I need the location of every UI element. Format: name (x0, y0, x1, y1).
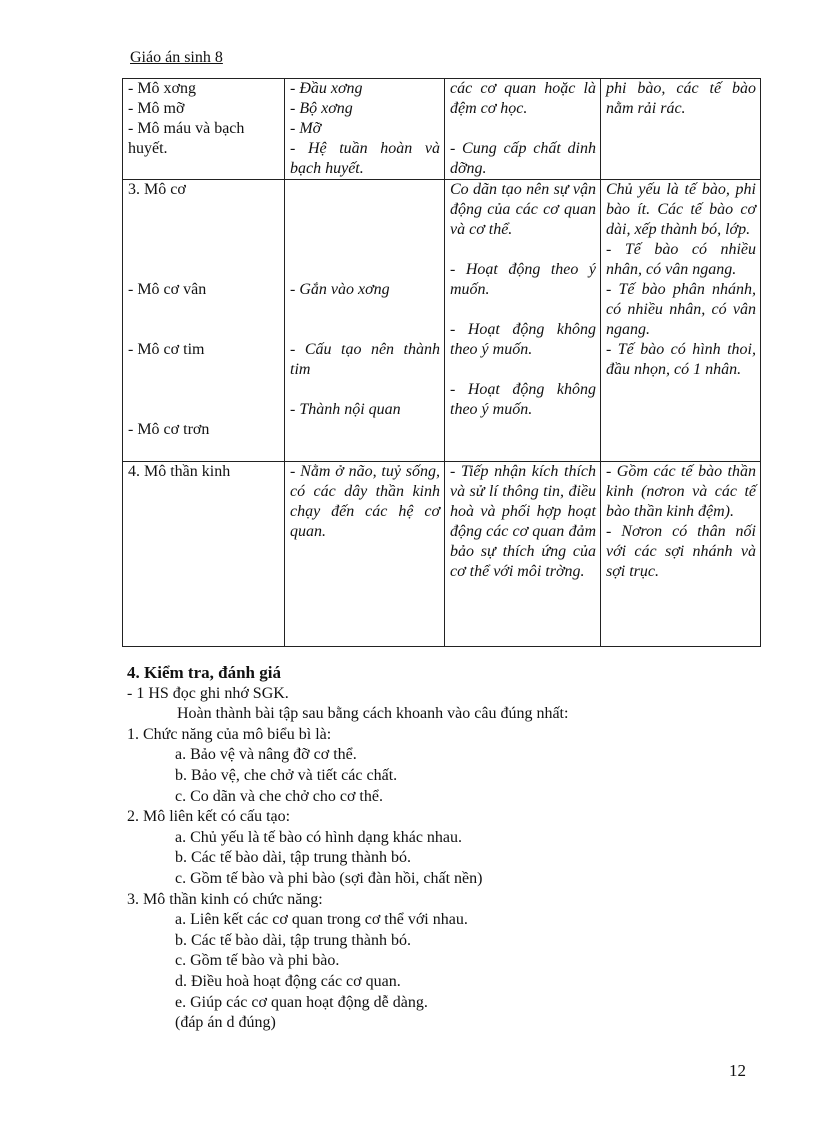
cell-functions (445, 180, 601, 462)
location: - Nằm ở não, tuỷ sống, có các dây thần kinh chạy đến các hệ cơ quan. (290, 463, 440, 540)
option: c. Gồm tế bào và phi bào (sợi đàn hồi, chất nền) (175, 869, 483, 887)
tissue-title: 4. Mô thần kinh (128, 463, 231, 480)
cell-functions (445, 462, 601, 647)
location: - Mỡ (290, 120, 322, 137)
option: a. Chủ yếu là tế bào có hình dạng khác nhau. (175, 828, 463, 846)
location: - Cấu tạo nên thành tim (290, 341, 440, 378)
option: e. Giúp các cơ quan hoạt động dễ dàng. (175, 993, 428, 1011)
cell-tissue-names (123, 462, 285, 647)
function: - Tiếp nhận kích thích và sử lí thông tin, điều hoà và phối hợp hoạt động các cơ quan đảm bảo sự thích ứng của cơ thể với môi trờng. (450, 463, 596, 580)
function: - Hoạt động không theo ý muốn. (450, 321, 596, 358)
tissue-name: - Mô cơ trơn (128, 421, 210, 438)
location: - Gắn vào xơng (290, 281, 390, 298)
quiz-line: - 1 HS đọc ghi nhớ SGK. (127, 684, 289, 702)
cell-structure (601, 462, 761, 647)
structure: - Gồm các tế bào thần kinh (nơron và các tế bào thần kinh đệm). (606, 463, 756, 520)
option: d. Điều hoà hoạt động các cơ quan. (175, 972, 401, 990)
function: - Hoạt động không theo ý muốn. (450, 381, 596, 418)
structure: - Nơron có thân nối với các sợi nhánh và sợi trục. (606, 523, 756, 580)
cell-structure (601, 180, 761, 462)
section-title: 4. Kiểm tra, đánh giá (127, 663, 281, 682)
cell-locations (285, 79, 445, 180)
option: c. Gồm tế bào và phi bào. (175, 952, 340, 970)
tissue-name: - Mô cơ vân (128, 281, 207, 298)
cell-functions (445, 79, 601, 180)
option: c. Co dãn và che chở cho cơ thể. (175, 787, 383, 805)
table-row-muscle (123, 180, 761, 462)
option: b. Bảo vệ, che chở và tiết các chất. (175, 766, 398, 784)
cell-tissue-names (123, 79, 285, 180)
cell-structure (601, 79, 761, 180)
structure: Chủ yếu là tế bào, phi bào ít. Các tế bào cơ dài, xếp thành bó, lớp. (606, 181, 756, 238)
cell-tissue-names (123, 180, 285, 462)
option: b. Các tế bào dài, tập trung thành bó. (175, 849, 411, 867)
tissue-title: 3. Mô cơ (128, 181, 186, 198)
tissue-name: - Mô cơ tim (128, 341, 205, 358)
location: - Bộ xơng (290, 100, 353, 117)
location: - Đầu xơng (290, 80, 363, 97)
answer-note: (đáp án d đúng) (175, 1014, 276, 1032)
question: 3. Mô thần kinh có chức năng: (127, 890, 323, 908)
question: 1. Chức năng của mô biểu bì là: (127, 725, 332, 743)
table-row-connective (123, 79, 761, 180)
option: b. Các tế bào dài, tập trung thành bó. (175, 931, 411, 949)
quiz-section (127, 663, 767, 1034)
tissue-table (122, 78, 761, 647)
function: các cơ quan hoặc là đệm cơ học. (450, 80, 596, 117)
location: - Hệ tuần hoàn và bạch huyết. (290, 140, 440, 177)
cell-locations (285, 462, 445, 647)
structure: - Tế bào có nhiều nhân, có vân ngang. (606, 241, 756, 278)
tissue-name: - Mô mỡ (128, 100, 185, 117)
function: Co dãn tạo nên sự vận động của các cơ quan và cơ thể. (450, 181, 596, 238)
location: - Thành nội quan (290, 401, 401, 418)
page-header: Giáo án sinh 8 (130, 49, 223, 66)
function: - Hoạt động theo ý muốn. (450, 261, 596, 298)
structure: phi bào, các tế bào nằm rải rác. (606, 80, 756, 117)
tissue-name: - Mô máu và bạch huyết. (128, 120, 245, 157)
tissue-name: - Mô xơng (128, 80, 197, 97)
quiz-instruction: Hoàn thành bài tập sau bằng cách khoanh vào câu đúng nhất: (177, 705, 569, 723)
option: a. Bảo vệ và nâng đỡ cơ thể. (175, 746, 357, 764)
cell-locations (285, 180, 445, 462)
function: - Cung cấp chất dinh dỡng. (450, 140, 596, 177)
structure: - Tế bào phân nhánh, có nhiều nhân, có vân ngang. (606, 281, 756, 338)
table-row-nerve (123, 462, 761, 647)
question: 2. Mô liên kết có cấu tạo: (127, 808, 291, 826)
structure: - Tế bào có hình thoi, đầu nhọn, có 1 nhân. (606, 341, 756, 378)
page-number: 12 (729, 1061, 746, 1080)
option: a. Liên kết các cơ quan trong cơ thể với nhau. (175, 911, 468, 929)
